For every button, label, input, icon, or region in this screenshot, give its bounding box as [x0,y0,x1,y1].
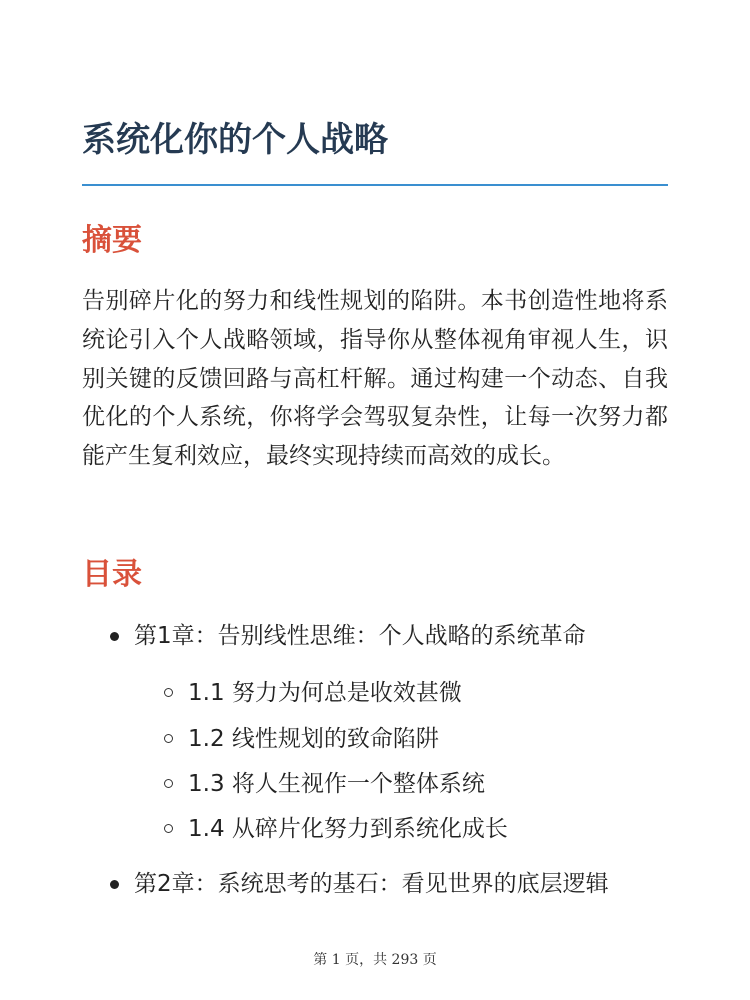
toc-section-1-4[interactable]: 1.4 从碎片化努力到系统化成长 [188,816,508,842]
book-title: 系统化你的个人战略 [82,120,388,160]
toc-section-1-3[interactable]: 1.3 将人生视作一个整体系统 [188,771,485,797]
page-footer: 第 1 页，共 293 页 [313,952,437,968]
toc-chapter-1[interactable]: 第1章：告别线性思维：个人战略的系统革命 [134,623,586,649]
title-divider [82,184,668,186]
bullet-dot-icon [110,880,119,889]
bullet-circle-icon [164,824,173,833]
toc-heading: 目录 [82,557,142,592]
bullet-circle-icon [164,734,173,743]
bullet-dot-icon [110,632,119,641]
toc-chapter-2[interactable]: 第2章：系统思考的基石：看见世界的底层逻辑 [134,871,609,897]
bullet-circle-icon [164,779,173,788]
bullet-circle-icon [164,688,173,697]
summary-text: 告别碎片化的努力和线性规划的陷阱。本书创造性地将系统论引入个人战略领域，指导你从整体视角审视人生，识别关键的反馈回路与高杠杆解。通过构建一个动态、自我优化的个人系统，你将学会驾驭复杂性，让每一次努力都能产生复利效应，最终实现持续而高效的成长。 [82,288,668,470]
summary-heading: 摘要 [82,223,142,258]
toc-section-1-2[interactable]: 1.2 线性规划的致命陷阱 [188,726,439,752]
toc-section-1-1[interactable]: 1.1 努力为何总是收效甚微 [188,680,462,706]
